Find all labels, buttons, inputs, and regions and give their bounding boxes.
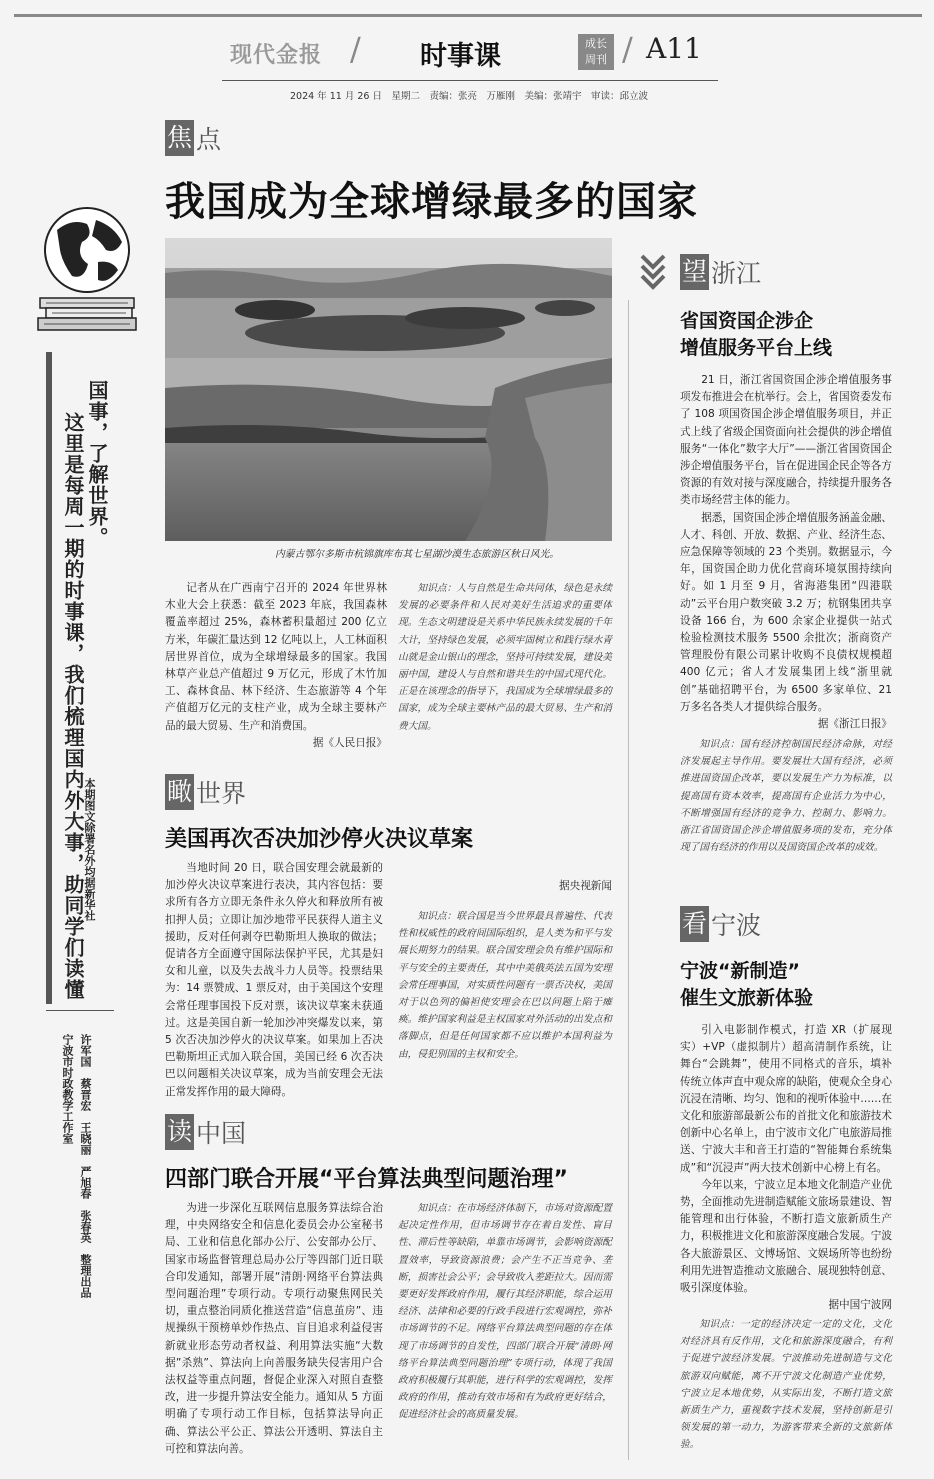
section-title: 时事课	[420, 41, 501, 72]
ningbo-paragraph-1: 引入电影制作模式，打造 XR（扩展现实）+VP（虚拟制片）超高清制作系统，让舞台“会跳舞”，使用不同格式的音乐，填补传统立体声直中观众席的缺陷，使观众全身心沉浸在清晰、均匀、饱和的视听体验中……在文化和旅游部最新公布的首批文化和旅游技术创新中心名单上，由宁波市文化广电旅游局推送、宁波大丰和音王打造的“智能舞台系统集成”和“沉浸声”两大技术创新中心榜上有名。	[680, 1024, 892, 1174]
zhejiang-source: 据《浙江日报》	[817, 718, 892, 731]
tag-focus-light: 点	[196, 125, 222, 154]
badge-line-2: 周刊	[585, 53, 607, 66]
zhejiang-headline	[680, 308, 832, 362]
sidebar-slogan-line-2: 这里是每周一期的时事课，我们梳理国内外大事，助同学们读懂	[61, 412, 85, 1000]
zhejiang-headline-line-1: 省国资国企涉企	[680, 310, 814, 332]
focus-knowledge-point: 知识点：人与自然是生命共同体，绿色是永续发展的必要条件和人民对美好生活追求的重要体现。生态文明建设是关系中华民族永续发展的千年大计，坚持绿色发展，必须牢固树立和践行绿水青山就是金山银山的理念，坚持可持续发展，建设美丽中国，建设人与自然和谐共生的中国式现代化。正是在该理念的指导下，我国成为全球增绿最多的国家，成为全球主要林产品的最大贸易、生产和消费大国。	[398, 583, 612, 732]
ningbo-article-body	[680, 1022, 892, 1314]
ningbo-headline	[680, 958, 813, 1012]
world-knowledge-point: 知识点：联合国是当今世界最具普遍性、代表性和权威性的政府间国际组织，是人类为和平与发展长期努力的结果。联合国安理会负有维护国际和平与安全的主要责任，其中中美俄英法五国为安理会常任理事国，对实质性问题有一票否决权，美国对于以色列的偏袒使安理会在巴以问题上陷于瘫痪。维护国家利益是主权国家对外活动的出发点和落脚点，但是任何国家都不应以维护本国利益为由，侵犯别国的主权和安全。	[398, 911, 612, 1060]
landscape-photo	[165, 238, 612, 541]
dateline: 2024 年 11 月 26 日 星期二 责编：张亮 万雁刚 美编：张靖宇 审读：邱立波	[290, 91, 648, 102]
tag-zhejiang-dark: 望	[680, 254, 709, 290]
section-tag-focus	[165, 120, 221, 156]
header-rule	[222, 80, 718, 81]
ningbo-source: 据中国宁波网	[828, 1299, 892, 1312]
tag-world-dark: 瞰	[165, 774, 194, 810]
section-tag-world	[165, 774, 246, 810]
zhejiang-paragraph-2: 据悉，国资国企涉企增值服务涵盖金融、人才、科创、开放、数据、产业、经济生态、应急保障等领域的 23 个类别。数据显示，今年，国资国企助力优化营商环境氛围持续向好。如 1 月至 9 月，省海港集团“四港联动”云平台用户数突破 3.2 万；杭钢集团共享设备 166 台，为 600 余家企业提供一站式检验检测技术服务 5500 余批次；浙商资产管理股份有限公司累计收购不良债权规模超 400 亿元；省人才发展集团上线“浙里就创”基础招聘平台，为 6500 多家单位、21 万多名各类人才提供综合服务。	[680, 511, 892, 713]
ningbo-headline-line-2: 催生文旅新体验	[680, 987, 814, 1009]
focus-source: 据《人民日报》	[312, 736, 387, 749]
growth-weekly-badge	[578, 34, 614, 70]
china-article-body: 为进一步深化互联网信息服务算法综合治理，中央网络安全和信息化委员会办公室秘书局、工业和信息化部办公厅、公安部办公厅、国家市场监督管理总局办公厅等四部门近日联合印发通知，部署开展“清朗·网络平台算法典型问题治理”专项行动。专项行动聚焦网民关切，重点整治同质化推送营造“信息茧房”、违规操纵干预榜单炒作热点、盲目追求利益侵害新就业形态劳动者权益、利用算法实施“大数据”杀熟”、算法向上向善服务缺失侵害用户合法权益等重点问题，督促企业深入对照自查整改，进一步提升算法安全能力。通知从 5 方面明确了专项行动工作目标，包括算法导向正确、算法公平公正、算法公开透明、算法自主可控和算法向善。	[165, 1202, 383, 1455]
sidebar-credits-2: 宁波市时政教学工作室	[61, 1034, 74, 1144]
main-headline: 我国成为全球增绿最多的国家	[165, 179, 698, 225]
tag-china-dark: 读	[165, 1114, 194, 1150]
tag-ningbo-dark: 看	[680, 906, 709, 942]
tag-china-light: 中国	[196, 1119, 247, 1148]
photo-caption: 内蒙古鄂尔多斯市杭锦旗库布其七星湖沙漠生态旅游区秋日风光。	[275, 549, 560, 560]
sidebar-credits-1: 许军国 蔡晋宏 王晓丽 严旭春 张春英 整理出品	[79, 1034, 92, 1298]
zhejiang-paragraph-1: 21 日，浙江省国资国企涉企增值服务事项发布推进会在杭举行。会上，省国资委发布了 108 项国资国企涉企增值服务项目，并正式上线了省级企国资面向社会提供的涉企增值服务“一体化”数字大厅”——浙江省国资国企涉企增值服务平台，旨在促进国企民企等各方资源的有效对接与深度融合，持续提升服务各类市场经营主体的能力。	[680, 374, 892, 507]
tag-world-light: 世界	[196, 779, 247, 808]
sidebar-slogan-line-1: 国事，了解世界。	[85, 380, 109, 548]
column-divider	[628, 300, 629, 1460]
top-rule	[14, 14, 922, 17]
double-chevron-down-icon	[640, 254, 666, 288]
tag-focus-dark: 焦	[165, 120, 194, 156]
zhejiang-headline-line-2: 增值服务平台上线	[680, 337, 833, 359]
paper-name: 现代金报	[230, 42, 323, 68]
sidebar-rule	[46, 1010, 114, 1011]
zhejiang-article-body	[680, 372, 892, 733]
zhejiang-knowledge-point: 知识点：国有经济控制国民经济命脉，对经济发展起主导作用。要发展壮大国有经济，必须推进国资国企改革，要以发展生产力为标准，以提高国有资本效率，提高国有企业活力为中心，不断增强国有经济的竞争力、控制力、影响力。浙江省国资国企涉企增值服务项的发布，充分体现了国有经济的作用以及国资国企改革的成效。	[680, 739, 892, 854]
ningbo-paragraph-2: 今年以来，宁波立足本地文化制造产业优势，全面推动先进制造赋能文旅场景建设、智能管理和出行体验，不断打造文旅新质生产力，积极推进文化和旅游深度融合发展。宁波各大旅游景区、文博场馆、文娱场所等也纷纷利用先进智造推动文旅融合、展现独特创意、吸引深度体验。	[680, 1178, 892, 1295]
globe-with-books-icon	[32, 200, 142, 340]
world-article-body: 当地时间 20 日，联合国安理会就最新的加沙停火决议草案进行表决，其内容包括：要求所有各方立即无条件永久停火和释放所有被扣押人员；立即让加沙地带平民获得人道主义援助，反对任何剥夺巴勒斯坦人换取的做法；促请各方全面遵守国际法保护平民，尤其是妇女和儿童，以及失去战斗力人员等。投票结果为：14 票赞成、1 票反对，由于美国这个安理会常任理事国投下反对票，该决议草案未获通过。这是美国自新一轮加沙冲突爆发以来，第 5 次否决加沙停火的决议草案。如果加上否决巴勒斯坦正式加入联合国，美国已经 6 次否决巴以问题相关决议草案，成为当前安理会无法正常发挥作用的最大障碍。	[165, 862, 383, 1098]
tag-zhejiang-light: 浙江	[711, 259, 762, 288]
world-source: 据央视新闻	[559, 880, 612, 892]
china-knowledge-point: 知识点：在市场经济体制下，市场对资源配置起决定性作用，但市场调节存在着自发性、盲目性、滞后性等缺陷，单靠市场调节，会影响资源配置效率，导致资源浪费；会产生不正当竞争、垄断，损害社会公平；会导致收入差距拉大。因而需要更好发挥政府作用，履行其经济职能，综合运用经济、法律和必要的行政手段进行宏观调控，弥补市场调节的不足。网络平台算法典型问题的存在体现了市场调节的自发性，四部门联合开展“清朗·网络平台算法典型问题治理”专项行动，体现了我国政府积极履行其职能，进行科学的宏观调控，发挥政府的作用，推动有效市场和有为政府更好结合，促进经济社会的高质量发展。	[398, 1203, 612, 1421]
ningbo-knowledge-point: 知识点：一定的经济决定一定的文化，文化对经济具有反作用，文化和旅游深度融合，有利于促进宁波经济发展。宁波推动先进制造与文化旅游双向赋能，离不开宁波文化制造产业优势，宁波立足本地优势，从实际出发，不断打造文旅新质生产力，重视数字技术发展，坚持创新是引领发展的第一动力，为游客带来全新的文旅新体验。	[680, 1319, 892, 1451]
ningbo-headline-line-1: 宁波“新制造”	[680, 960, 800, 982]
world-headline: 美国再次否决加沙停火决议草案	[165, 827, 474, 852]
sidebar-note: 本期图文除署名外均据新华社	[83, 778, 96, 921]
badge-line-1: 成长	[585, 37, 607, 50]
focus-article-body	[165, 580, 387, 752]
china-headline: 四部门联合开展“平台算法典型问题治理”	[165, 1167, 568, 1192]
focus-body-text: 记者从在广西南宁召开的 2024 年世界林木业大会上获悉：截至 2023 年底，我国森林覆盖率超过 25%，森林蓄积量超过 200 亿立方米，年碳汇量达到 12 亿吨以上，人工林面积居世界首位，成为全球增绿最多的国家。我国林草产业总产值超过 9 万亿元，形成了木竹加工、森林食品、林下经济、生态旅游等 4 个年产值超万亿元的支柱产业，成为全球主要林产品的最大贸易、生产和消费国。	[165, 582, 387, 732]
page-number: A11	[646, 32, 702, 65]
masthead-divider-2: /	[622, 30, 633, 68]
section-tag-china	[165, 1114, 246, 1150]
tag-ningbo-light: 宁波	[711, 911, 762, 940]
section-tag-ningbo	[680, 906, 761, 942]
masthead-divider: /	[350, 30, 361, 68]
section-tag-zhejiang	[680, 254, 761, 290]
